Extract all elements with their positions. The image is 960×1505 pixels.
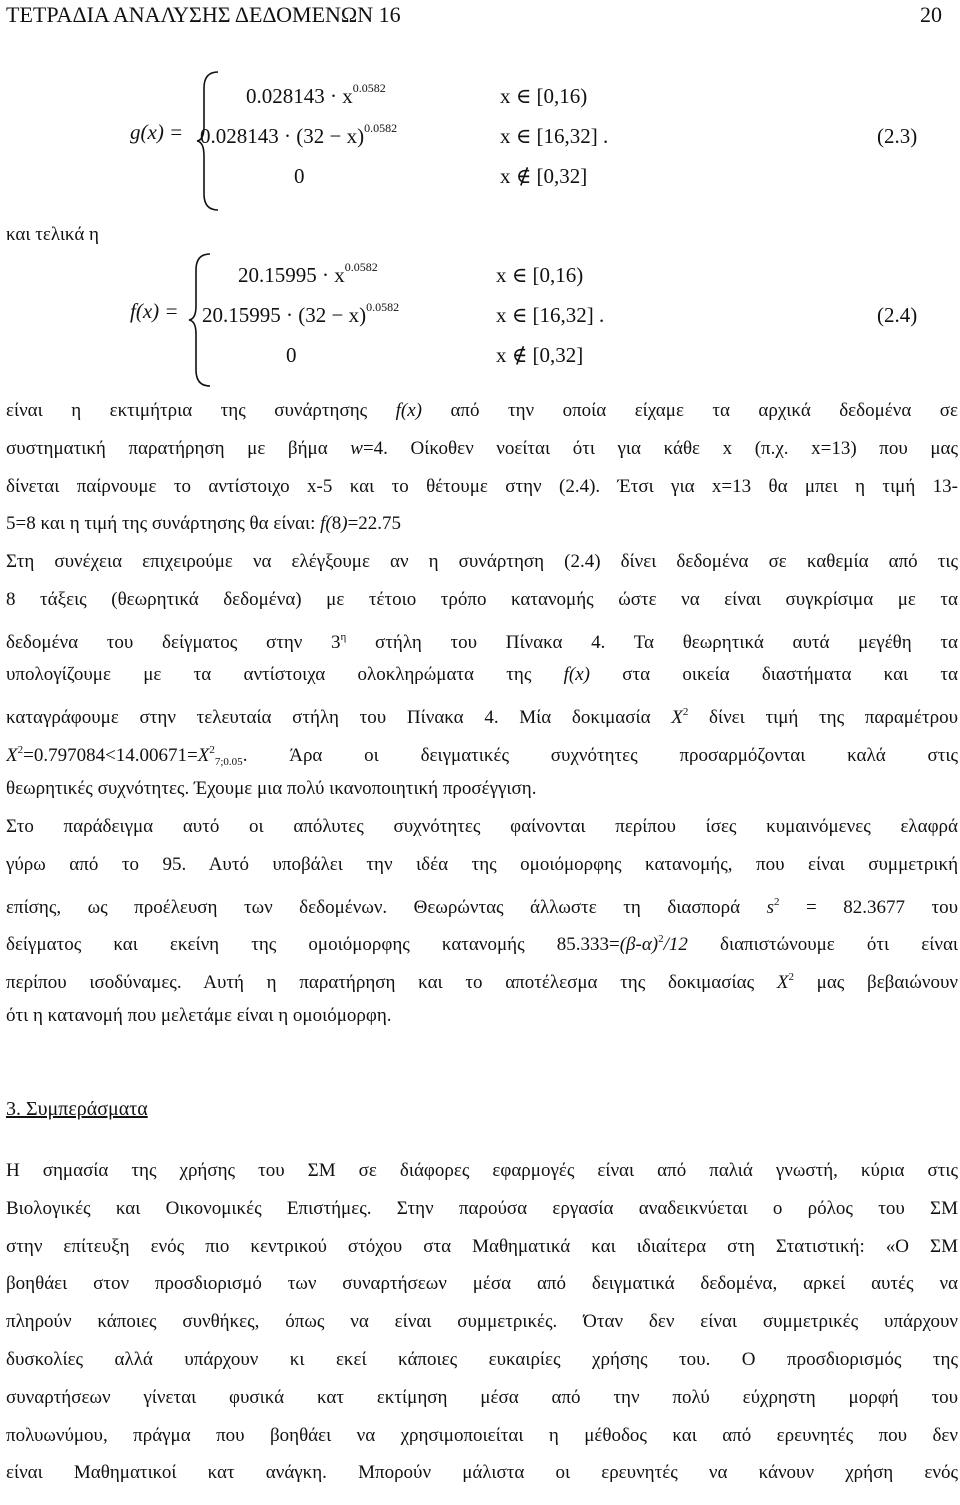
- text-line: συστηματική παρατήρηση με βήμα w=4. Οίκοθεν νοείται ότι για κάθε x (π.χ. x=13) που μας: [6, 437, 958, 459]
- eq1-row1-expr: $0.028143 \cdot x^{0.0582}$: [246, 81, 386, 108]
- text-line: πολυωνύμου, πράγμα που βοηθάει να χρησιμοποιείται η μέθοδος και από ερευνητές που δεν: [6, 1424, 958, 1446]
- text-line: δεδομένα του δείγματος στην $3^\eta$ στήλη του Πίνακα 4. Τα θεωρητικά αυτά μεγέθη τα: [6, 630, 958, 653]
- text-line: περίπου ισοδύναμες. Αυτή η παρατήρηση και το αποτέλεσμα της δοκιμασίας $X^2$ μας βεβαιώνουν: [6, 971, 958, 994]
- eq1-lhs: g(x) =: [130, 120, 184, 144]
- text-line: συναρτήσεων γίνεται φυσικά κατ εκτίμηση μέσα από την πολύ εύχρηστη μορφή του: [6, 1386, 958, 1408]
- eq1-row3-cond: x ∉ [0,32]: [500, 164, 588, 188]
- eq2-row1-expr: $20.15995 \cdot x^{0.0582}$: [238, 260, 378, 287]
- eq2-row1-exponent: 0.0582: [344, 260, 378, 274]
- text-line: Στο παράδειγμα αυτό οι απόλυτες συχνότητες φαίνονται περίπου ίσες κυμαινόμενες ελαφρά: [6, 816, 958, 837]
- text-line: επίσης, ως προέλευση των δεδομένων. Θεωρώντας άλλωστε τη διασπορά $s^2 = 82.3677$ του: [6, 895, 958, 918]
- page-number: 20: [920, 2, 942, 27]
- eq1-label: (2.3): [877, 124, 918, 148]
- eq1-row2-exponent: 0.0582: [364, 121, 398, 135]
- text-line: βοηθάει στον προσδιορισμό των συναρτήσεων μέσα από δειγματικά δεδομένα, αρκεί αυτές να: [6, 1273, 958, 1295]
- text-line: είναι Μαθηματικοί κατ ανάγκη. Μπορούν μάλιστα οι ερευνητές να κάνουν χρήση ενός: [6, 1462, 958, 1484]
- text-line: δυσκολίες αλλά υπάρχουν κι εκεί κάποιες ευκαιρίες χρήσης του. Ο προσδιορισμός της: [6, 1348, 958, 1370]
- text-line: 5=8 και η τιμή της συνάρτησης θα είναι: f(8)=22.75: [6, 513, 402, 535]
- paragraph-uniform-distribution: [6, 808, 958, 1035]
- text-line: δίνεται παίρνουμε το αντίστοιχο x-5 και το θέτουμε στην (2.4). Έτσι για x=13 θα μπει η τιμή 13-: [6, 475, 958, 497]
- text-line: πληρούν κάποιες συνθήκες, όπως να είναι συμμετρικές. Όταν δεν είναι συμμετρικές υπάρχουν: [6, 1311, 958, 1333]
- text-line: υπολογίζουμε με τα αντίστοιχα ολοκληρώματα της f(x) στα οικεία διαστήματα και τα: [6, 664, 958, 686]
- text-line: στην επίτευξη ενός πιο κεντρικού στόχου στα Μαθηματικά και ιδιαίτερα στη Στατιστική: «Ο ΣΜ: [6, 1235, 958, 1257]
- eq1-row1-exponent: 0.0582: [352, 81, 386, 95]
- text-line: είναι η εκτιμήτρια της συνάρτησης f(x) από την οποία είχαμε τα αρχικά δεδομένα σε: [6, 400, 958, 421]
- eq1-row2-cond: x ∈ [16,32] .: [500, 124, 609, 148]
- text-line: Η σημασία της χρήσης του ΣΜ σε διάφορες εφαρμογές είναι από παλιά γνωστή, κύρια στις: [6, 1160, 958, 1181]
- text-line: ότι η κατανομή που μελετάμε είναι η ομοιόμορφη.: [6, 1004, 392, 1026]
- eq2-label: (2.4): [877, 303, 918, 327]
- eq2-row1-cond: x ∈ [0,16): [496, 263, 584, 287]
- paragraph-chi-square-test: [6, 543, 958, 808]
- eq1-row2-expr: $0.028143 \cdot (32 - x)^{0.0582}$: [200, 121, 398, 148]
- text-line: δείγματος και εκείνη της ομοιόμορφης κατανομής $85.333=(\beta-\alpha)^2/12$ διαπιστώνουμε ότι είναι: [6, 933, 958, 956]
- text-line: γύρω από το 95. Αυτό υποβάλει την ιδέα της ομοιόμορφης κατανομής, που είναι συμμετρική: [6, 853, 958, 875]
- eq2-lhs: f(x) =: [130, 299, 179, 323]
- paragraph-conclusions: [6, 1152, 958, 1492]
- text-line: Βιολογικές και Οικονομικές Επιστήμες. Στην παρούσα εργασία αναδεικνύεται ο ρόλος του ΣΜ: [6, 1197, 958, 1219]
- text-line: καταγράφουμε στην τελευταία στήλη του Πίνακα 4. Μία δοκιμασία $X^2$ δίνει τιμή της παραμέτρου: [6, 706, 958, 729]
- running-header-title: ΤΕΤΡΑΔΙΑ ΑΝΑΛΥΣΗΣ ΔΕΔΟΜΕΝΩΝ 16: [6, 2, 401, 27]
- text-line: 8 τάξεις (θεωρητικά δεδομένα) με τέτοιο τρόπο κατανομής ώστε να είναι συγκρίσιμα με τα: [6, 588, 958, 610]
- paragraph-estimator: [6, 392, 958, 543]
- eq2-row2-cond: x ∈ [16,32] .: [496, 303, 605, 327]
- eq1-row1-cond: x ∈ [0,16): [500, 84, 588, 108]
- connector-text: και τελικά η: [6, 224, 99, 245]
- section-heading-conclusions: 3. Συμπεράσματα: [6, 1098, 148, 1120]
- text-line: $X^2=0.797084<14.00671=X^2_{7;0.05}$. Άρα οι δειγματικές συχνότητες προσαρμόζονται καλά στις: [6, 743, 958, 768]
- text-line: θεωρητικές συχνότητες. Έχουμε μια πολύ ικανοποιητική προσέγγιση.: [6, 777, 537, 799]
- text-line: Στη συνέχεια επιχειρούμε να ελέγξουμε αν η συνάρτηση (2.4) δίνει δεδομένα σε καθεμία από τις: [6, 551, 958, 572]
- eq2-row2-exponent: 0.0582: [366, 300, 400, 314]
- eq2-row3-cond: x ∉ [0,32]: [496, 343, 584, 367]
- eq2-row3-expr: 0: [286, 343, 297, 367]
- eq1-row3-expr: 0: [294, 164, 305, 188]
- eq2-row2-expr: $20.15995 \cdot (32 - x)^{0.0582}$: [202, 300, 400, 327]
